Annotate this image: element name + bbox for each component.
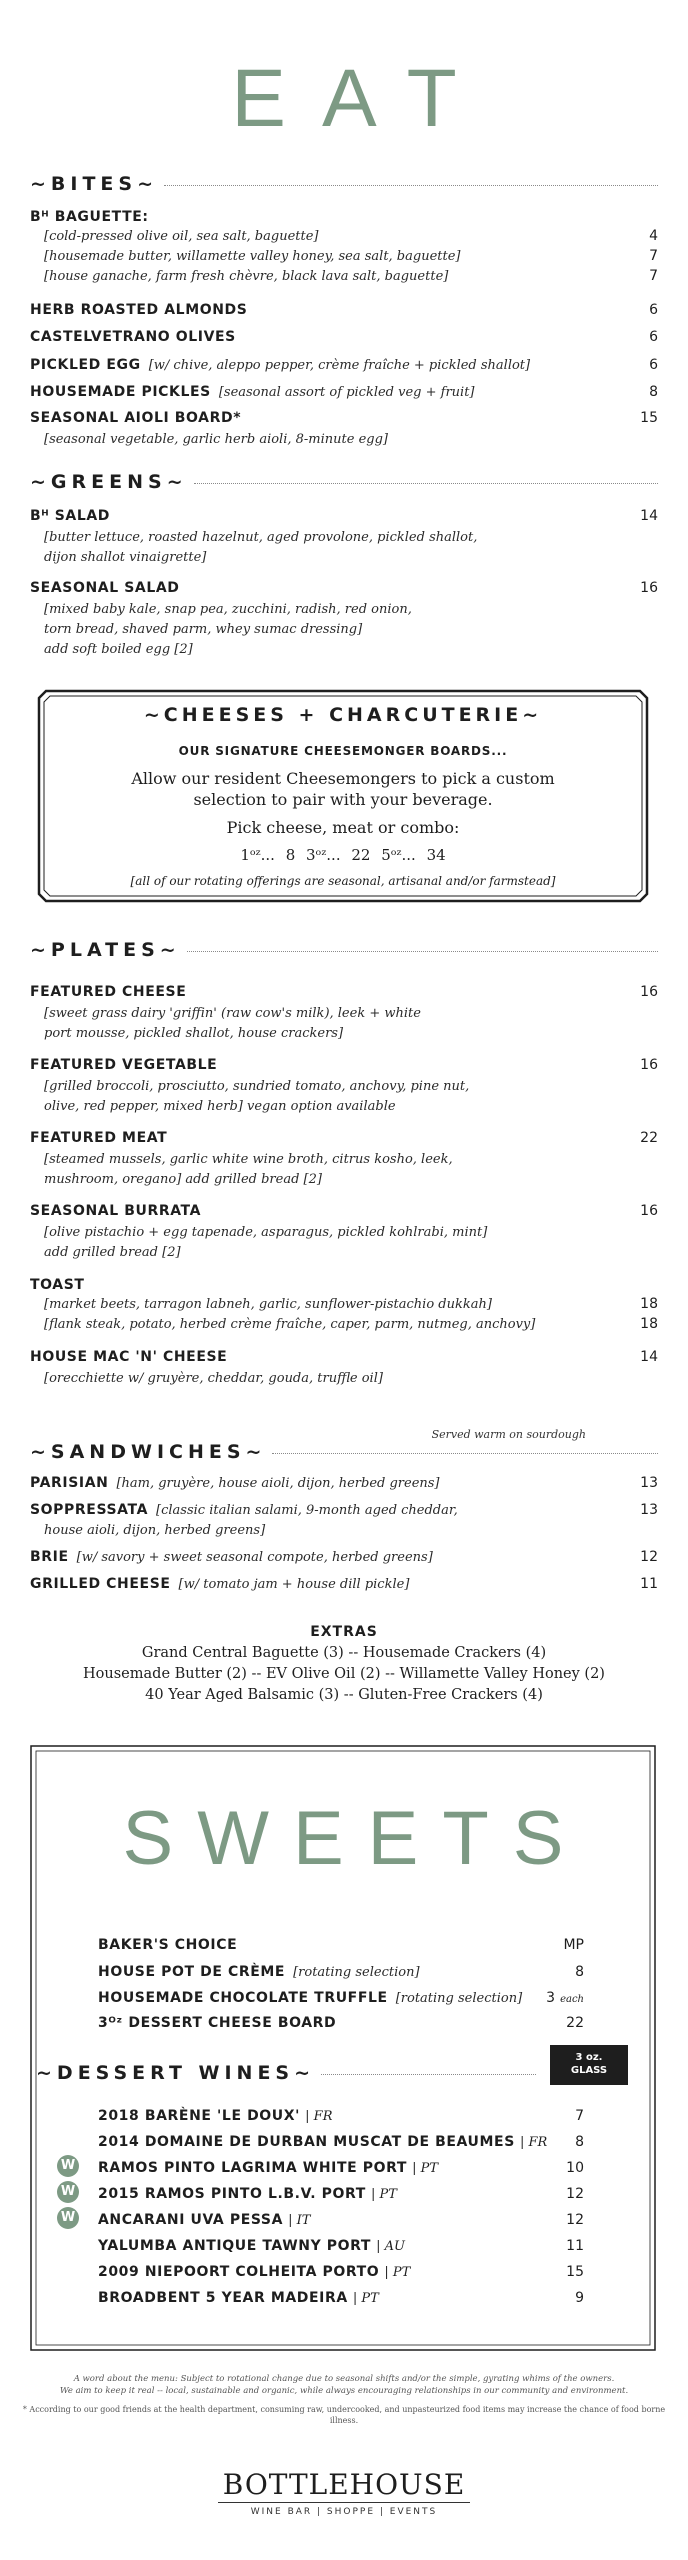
cheese-pick: Pick cheese, meat or combo: <box>226 818 460 837</box>
dessert-wines-header-label: ~DESSERT WINES~ <box>36 2062 316 2084</box>
plates-header <box>30 938 658 962</box>
toast-item: TOAST [market beets, tarragon labneh, garlic, sunflower-pistachio dukkah] 18 [flank steak, potato, herbed crème fraîche, caper, parm, nutmeg, anchovy] 18 <box>30 1277 658 1332</box>
wine-w-badge: W <box>57 2155 79 2177</box>
extras-title: EXTRAS <box>310 1624 378 1640</box>
sandwiches-header-rule <box>272 1453 658 1454</box>
plates-header-label: ~PLATES~ <box>30 939 181 961</box>
grilled-cheese-item: GRILLED CHEESE [w/ tomato jam + house dill pickle] 11 <box>30 1576 658 1592</box>
almonds-item: HERB ROASTED ALMONDS 6 <box>30 302 658 318</box>
mac-cheese-item: HOUSE MAC 'N' CHEESE 14 [orecchiette w/ gruyère, cheddar, gouda, truffle oil] <box>30 1349 658 1386</box>
bites-header-label: ~BITES~ <box>30 173 159 195</box>
extras-line: Grand Central Baguette (3) -- Housemade Crackers (4) <box>141 1645 547 1661</box>
sandwiches-header-label: ~SANDWICHES~ <box>30 1441 267 1463</box>
cheese-charcuterie-box <box>36 688 650 904</box>
sandwiches-note: Served warm on sourdough <box>431 1428 586 1441</box>
seasonal-salad-item: SEASONAL SALAD 16 [mixed baby kale, snap pea, zucchini, radish, red onion, torn bread, shaved parm, whey sumac dressing] add soft boiled egg [2] <box>30 580 658 657</box>
olives-item: CASTELVETRANO OLIVES 6 <box>30 329 658 345</box>
logo-subtitle: WINE BAR | SHOPPE | EVENTS <box>250 2507 438 2517</box>
bh-salad-item: Bᴴ SALAD 14 [butter lettuce, roasted hazelnut, aged provolone, pickled shallot, dijon shallot vinaigrette] <box>30 508 658 565</box>
wine-item: 2014 DOMAINE DE DURBAN MUSCAT DE BEAUMES | FR 8 <box>98 2134 584 2150</box>
sweets-box <box>30 1745 656 2351</box>
baguette-item <box>30 206 658 286</box>
health-footnote: * According to our good friends at the health department, consuming raw, undercooked, and unpasteurized food items may increase the chance of food borne illness. <box>22 2405 666 2425</box>
featured-meat-item: FEATURED MEAT 22 [steamed mussels, garlic white wine broth, citrus kosho, leek, mushroom, oregano] add grilled bread [2] <box>30 1130 658 1187</box>
baguette-option: [cold-pressed olive oil, sea salt, baguette] 4 <box>44 228 658 244</box>
dessert-wines-header <box>36 2061 536 2085</box>
soppressata-item: SOPPRESSATA [classic italian salami, 9-month aged cheddar, 13 house aioli, dijon, herbed greens] <box>30 1502 658 1538</box>
glass-size-badge: 3 oz. GLASS <box>550 2045 628 2085</box>
extras-block <box>0 1622 688 1706</box>
menu-footnote: We aim to keep it real -- local, sustainable and organic, while always encouraging relationships in our community and environment. <box>59 2386 629 2396</box>
cheese-title: ~CHEESES + CHARCUTERIE~ <box>143 704 543 726</box>
plates-header-rule <box>187 951 658 952</box>
wine-w-badge: W <box>57 2207 79 2229</box>
dessert-cheese-board-item: 3ᴼᶻ DESSERT CHEESE BOARD 22 <box>98 2015 584 2031</box>
wine-item: RAMOS PINTO LAGRIMA WHITE PORT | PT 10 <box>98 2160 584 2176</box>
dessert-wines-header-rule <box>321 2074 536 2075</box>
truffle-item: HOUSEMADE CHOCOLATE TRUFFLE [rotating selection] 3 each <box>98 1990 584 2006</box>
bites-header <box>30 172 658 196</box>
wine-item: 2018 BARÈNE 'LE DOUX' | FR 7 <box>98 2108 584 2124</box>
baguette-name: Bᴴ BAGUETTE: <box>30 209 149 225</box>
wine-item: ANCARANI UVA PESSA | IT 12 <box>98 2212 584 2228</box>
menu-footnote: A word about the menu: Subject to rotational change due to seasonal shifts and/or the simple, gyrating whims of the owners. <box>73 2374 615 2384</box>
sandwiches-header <box>30 1428 658 1464</box>
bakers-choice-item: BAKER'S CHOICE MP <box>98 1937 584 1953</box>
baguette-option: [housemade butter, willamette valley honey, sea salt, baguette] 7 <box>44 248 658 264</box>
extras-line: Housemade Butter (2) -- EV Olive Oil (2) -- Willamette Valley Honey (2) <box>83 1666 605 1682</box>
sweets-title: SWEETS <box>122 1796 588 1881</box>
cheese-footnote: [all of our rotating offerings are seasonal, artisanal and/or farmstead] <box>130 874 556 888</box>
featured-vegetable-item: FEATURED VEGETABLE 16 [grilled broccoli, prosciutto, sundried tomato, anchovy, pine nut, olive, red pepper, mixed herb] vegan option available <box>30 1057 658 1114</box>
wine-w-badge: W <box>57 2181 79 2203</box>
greens-header-label: ~GREENS~ <box>30 471 188 493</box>
logo-rule <box>218 2502 470 2503</box>
bites-header-rule <box>164 185 658 186</box>
pot-de-creme-item: HOUSE POT DE CRÈME [rotating selection] 8 <box>98 1964 584 1980</box>
aioli-board-item: SEASONAL AIOLI BOARD* 15 [seasonal vegetable, garlic herb aioli, 8-minute egg] <box>30 410 658 447</box>
cheese-sizes: 1ᵒᶻ... 8 3ᵒᶻ... 22 5ᵒᶻ... 34 <box>240 846 446 864</box>
pickles-item: HOUSEMADE PICKLES [seasonal assort of pickled veg + fruit] 8 <box>30 384 658 400</box>
wine-item: 2009 NIEPOORT COLHEITA PORTO | PT 15 <box>98 2264 584 2280</box>
pickled-egg-item: PICKLED EGG [w/ chive, aleppo pepper, crème fraîche + pickled shallot] 6 <box>30 357 658 373</box>
baguette-option: [house ganache, farm fresh chèvre, black lava salt, baguette] 7 <box>44 268 658 284</box>
wine-item: 2015 RAMOS PINTO L.B.V. PORT | PT 12 <box>98 2186 584 2202</box>
seasonal-burrata-item: SEASONAL BURRATA 16 [olive pistachio + egg tapenade, asparagus, pickled kohlrabi, mint] add grilled bread [2] <box>30 1203 658 1260</box>
brie-item: BRIE [w/ savory + sweet seasonal compote, herbed greens] 12 <box>30 1549 658 1565</box>
extras-line: 40 Year Aged Balsamic (3) -- Gluten-Free Crackers (4) <box>145 1687 543 1703</box>
greens-header-rule <box>194 483 658 484</box>
eat-title: EAT <box>231 53 493 144</box>
wine-item: YALUMBA ANTIQUE TAWNY PORT | AU 11 <box>98 2238 584 2254</box>
wine-item: BROADBENT 5 YEAR MADEIRA | PT 9 <box>98 2290 584 2306</box>
bottlehouse-logo: BOTTLEHOUSE <box>222 2468 466 2501</box>
cheese-description: Allow our resident Cheesemongers to pick a custom selection to pair with your beverage. <box>131 769 555 809</box>
featured-cheese-item: FEATURED CHEESE 16 [sweet grass dairy 'griffin' (raw cow's milk), leek + white port mousse, pickled shallot, house crackers] <box>30 984 658 1041</box>
greens-header <box>30 470 658 494</box>
cheese-subtitle: OUR SIGNATURE CHEESEMONGER BOARDS... <box>178 744 508 758</box>
parisian-item: PARISIAN [ham, gruyère, house aioli, dijon, herbed greens] 13 <box>30 1475 658 1491</box>
